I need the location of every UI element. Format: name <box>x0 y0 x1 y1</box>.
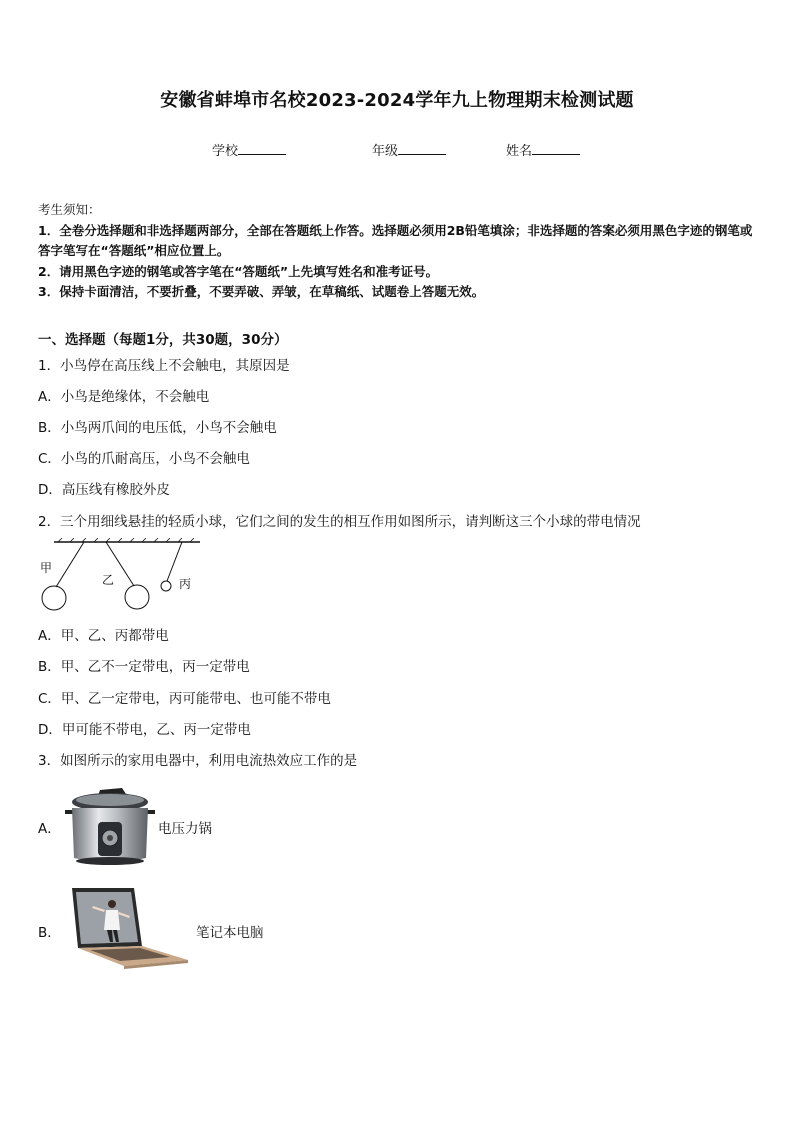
q1-option-a: A．小鸟是绝缘体，不会触电 <box>38 389 210 405</box>
label-yi: 乙 <box>102 573 115 587</box>
laptop-image <box>68 886 190 970</box>
school-blank <box>238 142 286 155</box>
q3-option-b-caption: 笔记本电脑 <box>196 925 264 941</box>
name-field <box>506 140 580 159</box>
grade-blank <box>398 142 446 155</box>
grade-field <box>372 140 446 159</box>
notice-item: 1．全卷分选择题和非选择题两部分，全部在答题纸上作答。选择题必须用2B铅笔填涂；非选择题的答案必须用黑色字迹的钢笔或答字笔写在“答题纸”相应位置上。 <box>38 222 753 258</box>
exam-notice <box>38 200 760 303</box>
pressure-cooker-image <box>62 784 158 868</box>
grade-label: 年级 <box>372 144 399 159</box>
q1-option-b: B．小鸟两爪间的电压低，小鸟不会触电 <box>38 420 277 436</box>
label-jia: 甲 <box>40 561 53 575</box>
q3-option-a-caption: 电压力锅 <box>158 821 212 837</box>
exam-title: 安徽省蚌埠市名校2023-2024学年九上物理期末检测试题 <box>160 90 634 111</box>
thread-bing <box>167 542 182 581</box>
ball-yi <box>125 585 149 609</box>
q2-option-c: C．甲、乙一定带电，丙可能带电、也可能不带电 <box>38 691 331 707</box>
notice-item: 2．请用黑色字迹的钢笔或答字笔在“答题纸”上先填写姓名和准考证号。 <box>38 263 439 279</box>
ball-jia <box>42 586 66 610</box>
question-3-stem: 3．如图所示的家用电器中，利用电流热效应工作的是 <box>38 753 358 769</box>
notice-heading: 考生须知： <box>38 202 101 217</box>
charged-balls-figure <box>36 538 204 614</box>
notice-item: 3．保持卡面清洁，不要折叠，不要弄破、弄皱，在草稿纸、试题卷上答题无效。 <box>38 284 485 299</box>
q2-option-d: D．甲可能不带电，乙、丙一定带电 <box>38 722 251 738</box>
q2-option-b: B．甲、乙不一定带电，丙一定带电 <box>38 659 250 675</box>
q3-option-a-letter: A． <box>38 821 61 837</box>
name-blank <box>532 142 580 155</box>
section-heading: 一、选择题（每题1分，共30题，30分） <box>38 332 288 348</box>
label-bing: 丙 <box>179 577 192 591</box>
school-label: 学校 <box>212 144 239 159</box>
thread-jia <box>56 542 84 587</box>
q2-option-a: A．甲、乙、丙都带电 <box>38 628 169 644</box>
question-2-stem: 2．三个用细线悬挂的轻质小球，它们之间的发生的相互作用如图所示，请判断这三个小球的带电情况 <box>38 514 641 530</box>
question-1-stem: 1．小鸟停在高压线上不会触电，其原因是 <box>38 358 290 374</box>
q3-option-b-letter: B． <box>38 925 61 941</box>
q1-option-d: D．高压线有橡胶外皮 <box>38 482 170 498</box>
name-label: 姓名 <box>506 144 533 159</box>
q1-option-c: C．小鸟的爪耐高压，小鸟不会触电 <box>38 451 250 467</box>
school-field <box>212 140 286 159</box>
ball-bing <box>161 581 171 591</box>
